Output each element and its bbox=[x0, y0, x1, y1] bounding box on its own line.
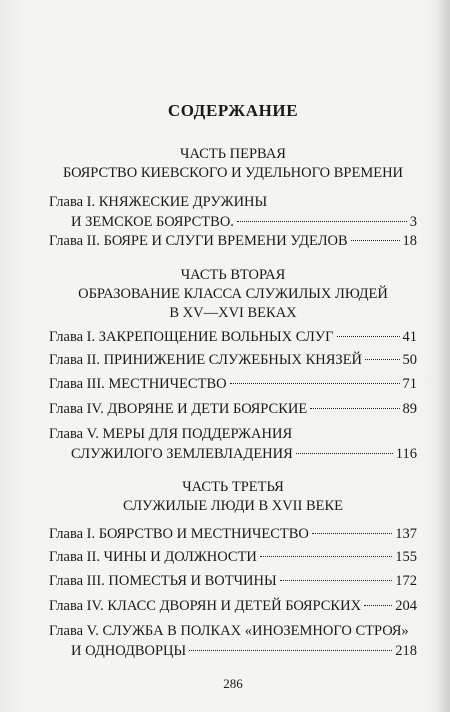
toc-entry bbox=[49, 621, 417, 661]
entry-line bbox=[49, 192, 417, 212]
entry-line bbox=[49, 374, 417, 394]
chapter-title: Глава I. ЗАКРЕПОЩЕНИЕ ВОЛЬНЫХ СЛУГ bbox=[49, 329, 334, 345]
page-ref: 172 bbox=[395, 573, 417, 589]
entry-line bbox=[49, 327, 417, 347]
entry-line bbox=[49, 399, 417, 419]
part-label: ЧАСТЬ ВТОРАЯ bbox=[180, 267, 286, 283]
entry-line bbox=[49, 641, 417, 661]
page-ref: 41 bbox=[402, 329, 417, 345]
dot-leader bbox=[337, 336, 400, 337]
page-ref: 137 bbox=[395, 526, 417, 542]
dot-leader bbox=[230, 383, 400, 384]
chapter-title: Глава III. ПОМЕСТЬЯ И ВОТЧИНЫ bbox=[49, 573, 277, 589]
dot-leader bbox=[365, 359, 399, 360]
toc-entry bbox=[49, 192, 417, 232]
toc-entry bbox=[49, 424, 417, 464]
page-ref: 155 bbox=[395, 549, 417, 565]
part-label: ЧАСТЬ ПЕРВАЯ bbox=[180, 146, 286, 162]
entry-line bbox=[49, 524, 417, 544]
dot-leader bbox=[296, 453, 393, 454]
part-subtitle: БОЯРСТВО КИЕВСКОГО И УДЕЛЬНОГО ВРЕМЕНИ bbox=[62, 165, 404, 181]
chapter-title: Глава I. КНЯЖЕСКИЕ ДРУЖИНЫ bbox=[49, 194, 268, 210]
page-ref: 18 bbox=[402, 233, 417, 249]
toc-entry bbox=[49, 547, 417, 567]
toc-entry bbox=[49, 524, 417, 544]
dot-leader bbox=[310, 408, 399, 409]
part-heading bbox=[49, 266, 417, 323]
entry-line bbox=[49, 547, 417, 567]
page-ref: 116 bbox=[395, 446, 417, 462]
part-heading bbox=[49, 145, 417, 183]
toc-entry bbox=[49, 327, 417, 347]
toc-entry bbox=[49, 596, 417, 616]
dot-leader bbox=[312, 533, 392, 534]
dot-leader bbox=[280, 580, 393, 581]
page-ref: 71 bbox=[402, 376, 417, 392]
toc-entry bbox=[49, 571, 417, 591]
entry-line bbox=[49, 231, 417, 251]
dot-leader bbox=[351, 240, 400, 241]
part-heading bbox=[49, 478, 417, 516]
dot-leader bbox=[364, 605, 392, 606]
part-subtitle: ОБРАЗОВАНИЕ КЛАССА СЛУЖИЛЫХ ЛЮДЕЙ bbox=[78, 286, 388, 302]
entry-line bbox=[49, 350, 417, 370]
entry-line bbox=[49, 571, 417, 591]
chapter-title: Глава III. МЕСТНИЧЕСТВО bbox=[49, 376, 227, 392]
toc-entry bbox=[49, 399, 417, 419]
chapter-title: Глава IV. КЛАСС ДВОРЯН И ДЕТЕЙ БОЯРСКИХ bbox=[49, 598, 362, 614]
toc-entry bbox=[49, 374, 417, 394]
chapter-title-cont: И ОДНОДВОРЦЫ bbox=[71, 643, 187, 659]
toc-title: СОДЕРЖАНИЕ bbox=[167, 101, 299, 120]
chapter-title: Глава V. СЛУЖБА В ПОЛКАХ «ИНОЗЕМНОГО СТРОЯ» bbox=[49, 623, 409, 639]
page-ref: 89 bbox=[402, 401, 417, 417]
entry-line bbox=[49, 444, 417, 464]
chapter-title-cont: И ЗЕМСКОЕ БОЯРСТВО. bbox=[71, 214, 234, 230]
chapter-title: Глава I. БОЯРСТВО И МЕСТНИЧЕСТВО bbox=[49, 526, 309, 542]
dot-leader bbox=[189, 650, 392, 651]
page-ref: 50 bbox=[402, 352, 417, 368]
chapter-title: Глава V. МЕРЫ ДЛЯ ПОДДЕРЖАНИЯ bbox=[49, 426, 293, 442]
chapter-title-cont: СЛУЖИЛОГО ЗЕМЛЕВЛАДЕНИЯ bbox=[71, 446, 293, 462]
toc-entry bbox=[49, 231, 417, 251]
entry-line bbox=[49, 596, 417, 616]
toc-entry bbox=[49, 350, 417, 370]
dot-leader bbox=[260, 556, 392, 557]
part-subtitle: СЛУЖИЛЫЕ ЛЮДИ В XVII ВЕКЕ bbox=[122, 498, 344, 514]
entry-line bbox=[49, 424, 417, 444]
chapter-title: Глава II. ЧИНЫ И ДОЛЖНОСТИ bbox=[49, 549, 257, 565]
page-ref: 3 bbox=[409, 214, 417, 230]
page-ref: 218 bbox=[395, 643, 417, 659]
entry-line bbox=[49, 621, 417, 641]
entry-line bbox=[49, 212, 417, 232]
part-subtitle: В XV—XVI ВЕКАХ bbox=[169, 305, 297, 321]
page-edge-shadow bbox=[436, 0, 450, 712]
chapter-title: Глава II. ПРИНИЖЕНИЕ СЛУЖЕБНЫХ КНЯЗЕЙ bbox=[49, 352, 363, 368]
dot-leader bbox=[237, 221, 407, 222]
chapter-title: Глава II. БОЯРЕ И СЛУГИ ВРЕМЕНИ УДЕЛОВ bbox=[49, 233, 348, 249]
page-ref: 204 bbox=[395, 598, 417, 614]
page-number: 286 bbox=[223, 676, 243, 691]
part-label: ЧАСТЬ ТРЕТЬЯ bbox=[182, 479, 284, 495]
chapter-title: Глава IV. ДВОРЯНЕ И ДЕТИ БОЯРСКИЕ bbox=[49, 401, 308, 417]
